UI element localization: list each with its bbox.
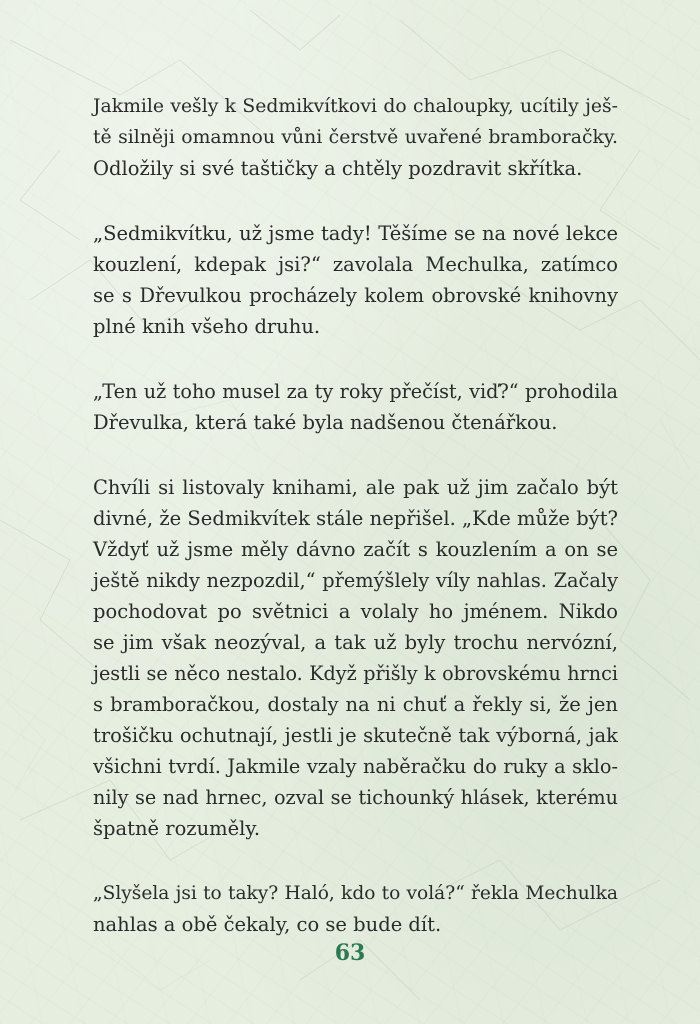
text-line: „Sedmikvítku, už jsme tady! Těšíme se na nové lekce [93,222,618,245]
paragraph-gap [93,438,618,472]
text-line: plné knih všeho druhu. [93,315,321,338]
text-line: nily se nad hrnec, ozval se tichounký hlásek, kterému [93,786,618,809]
text-line: Dřevulka, která také byla nadšenou čtenářkou. [93,411,558,434]
text-line: špatně rozuměly. [93,817,261,840]
text-line: Chvíli si listovaly knihami, ale pak už jim začalo být [93,476,618,499]
paragraph-4 [93,472,618,844]
text-line: trošičku ochutnají, jestli je skutečně tak výborná, jak [93,724,618,747]
text-line: tě silněji omamnou vůni čerstvě uvařené bramboračky. [93,127,618,148]
text-line: Vždyť už jsme měly dávno začít s kouzlením a on se [93,538,618,561]
text-line: Jakmile vešly k Sedmikvítkovi do chaloupky, ucítily ješ- [93,96,618,117]
paragraph-3 [93,376,618,438]
text-line: Odložily si své taštičky a chtěly pozdravit skřítka. [93,157,583,180]
text-line: kouzlení, kdepak jsi?“ zavolala Mechulka, zatímco [93,253,618,276]
text-line: nahlas a obě čekaly, co se bude dít. [93,913,442,936]
paragraph-5 [93,878,618,940]
text-line: jestli se něco nestalo. Když přišly k obrovskému hrnci [93,662,618,685]
text-line: se jim však neozýval, a tak už byly trochu nervózní, [93,631,618,654]
text-line: ještě nikdy nezpozdil,“ přemýšlely víly nahlas. Začaly [93,569,618,592]
paragraph-2 [93,218,618,342]
paragraph-1 [93,91,618,184]
body-text [93,91,618,940]
paragraph-gap [93,342,618,376]
text-line: divné, že Sedmikvítek stále nepřišel. „Kde může být? [93,507,618,530]
paragraph-gap [93,184,618,218]
paragraph-gap [93,844,618,878]
text-line: pochodovat po světnici a volaly ho jménem. Nikdo [93,600,618,623]
text-line: „Slyšela jsi to taky? Haló, kdo to volá?“ řekla Mechulka [93,883,618,904]
text-line: s bramboračkou, dostaly na ni chuť a řekly si, že jen [93,693,618,716]
text-line: „Ten už toho musel za ty roky přečíst, viď?“ prohodila [93,380,618,403]
text-line: všichni tvrdí. Jakmile vzaly naběračku do ruky a sklo- [93,755,618,778]
text-line: se s Dřevulkou procházely kolem obrovské knihovny [93,284,618,307]
page-number: 63 [334,940,366,966]
